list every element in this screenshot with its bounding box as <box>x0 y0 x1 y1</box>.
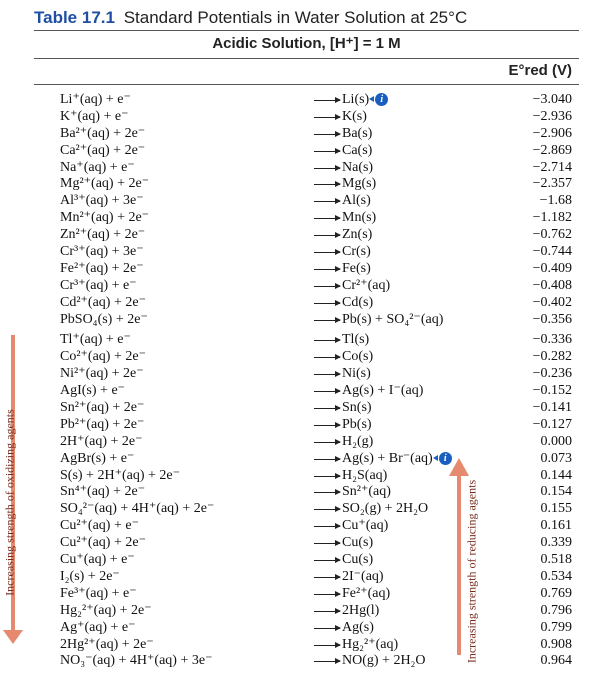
reduced-species-text: Ag(s) + Br⁻(aq) <box>342 450 433 466</box>
info-icon[interactable]: i <box>375 93 388 106</box>
reaction-arrow-icon <box>314 442 340 443</box>
reduced-species-text: 2I⁻(aq) <box>342 568 384 584</box>
potential-value: 0.534 <box>540 568 572 584</box>
reduced-species-text: Na(s) <box>342 159 374 175</box>
reduced-species <box>342 383 423 400</box>
reduced-species <box>342 653 426 670</box>
reaction-arrow-icon <box>314 594 340 595</box>
potential-value: −0.409 <box>532 260 572 276</box>
reaction-arrow-icon <box>314 303 340 304</box>
oxidized-species: S(s) + 2H⁺(aq) + 2e⁻ <box>60 467 180 483</box>
oxidized-species: Al³⁺(aq) + 3e⁻ <box>60 193 144 209</box>
reduced-species <box>342 109 367 126</box>
reaction-arrow-icon <box>314 645 340 646</box>
table-row <box>0 349 594 366</box>
reduced-species-text: H₂(g) <box>342 433 374 449</box>
table-row <box>0 332 594 349</box>
reaction-arrow-icon <box>314 374 340 375</box>
reduced-species-text: Sn²⁺(aq) <box>342 484 391 500</box>
potential-value: −0.127 <box>532 416 572 432</box>
oxidizing-strength-text: Increasing strength of oxidizing agents <box>2 409 17 596</box>
reaction-arrow-icon <box>314 100 340 101</box>
oxidized-species: Sn²⁺(aq) + 2e⁻ <box>60 400 145 416</box>
reduced-species <box>342 620 374 637</box>
oxidized-species: Mn²⁺(aq) + 2e⁻ <box>60 210 150 226</box>
reaction-arrow-icon <box>314 408 340 409</box>
potential-value: 0.154 <box>540 484 572 500</box>
potential-value: 0.161 <box>540 518 572 534</box>
header-rule <box>34 84 579 85</box>
table-row <box>0 653 594 670</box>
potential-value: 0.144 <box>540 467 572 483</box>
potential-value: 0.908 <box>540 636 572 652</box>
oxidized-species: Cr³⁺(aq) + e⁻ <box>60 277 137 293</box>
table-row <box>0 451 594 468</box>
reduced-species <box>342 518 388 535</box>
potential-value: −0.762 <box>532 227 572 243</box>
reaction-arrow-icon <box>314 134 340 135</box>
potential-value: −0.336 <box>532 332 572 348</box>
oxidized-species: Cu²⁺(aq) + e⁻ <box>60 518 139 534</box>
reaction-arrow-icon <box>314 492 340 493</box>
reduced-species-text: Fe(s) <box>342 260 371 276</box>
reduced-species <box>342 586 390 603</box>
reduced-species-text: Cr²⁺(aq) <box>342 277 391 293</box>
reduced-species-text: 2Hg(l) <box>342 602 380 618</box>
oxidized-species: Cu⁺(aq) + e⁻ <box>60 552 135 568</box>
oxidized-species: PbSO₄(s) + 2e⁻ <box>60 311 148 327</box>
potential-value: −0.408 <box>532 277 572 293</box>
oxidized-species: Li⁺(aq) + e⁻ <box>60 92 131 107</box>
oxidized-species: Ca²⁺(aq) + 2e⁻ <box>60 142 146 158</box>
table-row <box>0 383 594 400</box>
potential-value: −2.906 <box>532 125 572 141</box>
reaction-arrow-icon <box>314 628 340 629</box>
potential-value: 0.339 <box>540 535 572 551</box>
reducing-arrow-head-icon <box>449 458 469 476</box>
reduced-species <box>342 193 371 210</box>
potential-value: 0.518 <box>540 552 572 568</box>
reaction-arrow-icon <box>314 117 340 118</box>
potential-value: 0.796 <box>540 602 572 618</box>
table-row <box>0 603 594 620</box>
oxidizing-strength-label <box>2 345 18 665</box>
oxidized-species: 2Hg²⁺(aq) + 2e⁻ <box>60 636 154 652</box>
reduced-species-text: H₂S(aq) <box>342 467 388 483</box>
potential-value: −0.744 <box>532 244 572 260</box>
table-row <box>0 126 594 143</box>
reduced-species <box>342 501 428 518</box>
reduced-species <box>342 332 369 349</box>
reaction-arrow-icon <box>314 611 340 612</box>
reaction-arrow-icon <box>314 509 340 510</box>
reaction-arrow-icon <box>314 340 340 341</box>
reduced-species <box>342 143 372 160</box>
reduced-species <box>342 451 452 468</box>
reduced-species-text: K(s) <box>342 108 367 124</box>
reduced-species-text: Cu(s) <box>342 535 374 551</box>
reduced-species-text: Mg(s) <box>342 176 377 192</box>
oxidized-species: Cu²⁺(aq) + 2e⁻ <box>60 535 146 551</box>
reduced-species <box>342 349 373 366</box>
oxidized-species: Zn²⁺(aq) + 2e⁻ <box>60 227 146 243</box>
reaction-arrow-icon <box>314 560 340 561</box>
reaction-arrow-icon <box>314 184 340 185</box>
reduced-species-text: Ni(s) <box>342 366 371 382</box>
reduced-species-text: Cr(s) <box>342 244 371 260</box>
reducing-arrow-shaft <box>457 475 461 655</box>
reaction-arrow-icon <box>314 476 340 477</box>
reducing-strength-text: Increasing strength of reducing agents <box>464 479 479 664</box>
reduced-species-text: Li(s) <box>342 92 370 107</box>
oxidized-species: Tl⁺(aq) + e⁻ <box>60 332 131 348</box>
potential-value: 0.000 <box>540 433 572 449</box>
table-row <box>0 400 594 417</box>
table-row <box>0 569 594 586</box>
reaction-arrow-icon <box>314 357 340 358</box>
table-row <box>0 535 594 552</box>
reduced-species <box>342 552 373 569</box>
reduced-species-text: Zn(s) <box>342 227 373 243</box>
potential-value: −0.402 <box>532 294 572 310</box>
potential-value: −0.356 <box>532 311 572 327</box>
table-row <box>0 193 594 210</box>
oxidized-species: Co²⁺(aq) + 2e⁻ <box>60 349 146 365</box>
table-row <box>0 176 594 193</box>
potential-value: −3.040 <box>532 92 572 107</box>
oxidized-species: Fe²⁺(aq) + 2e⁻ <box>60 260 144 276</box>
potential-value: −2.869 <box>532 142 572 158</box>
potential-value: 0.155 <box>540 501 572 517</box>
table-row <box>0 109 594 126</box>
potential-value: −2.357 <box>532 176 572 192</box>
reduced-species <box>342 434 373 451</box>
oxidized-species: Hg₂²⁺(aq) + 2e⁻ <box>60 602 152 618</box>
table-row <box>0 434 594 451</box>
reaction-arrow-icon <box>314 459 340 460</box>
reduced-species-text: NO(g) + 2H₂O <box>342 653 426 669</box>
reaction-arrow-icon <box>314 577 340 578</box>
reduced-species-text: Ba(s) <box>342 125 373 141</box>
reaction-arrow-icon <box>314 391 340 392</box>
reduced-species <box>342 312 443 329</box>
potential-value: −2.936 <box>532 108 572 124</box>
reduced-species <box>342 261 371 278</box>
oxidized-species: AgI(s) + e⁻ <box>60 383 126 399</box>
table-row <box>0 160 594 177</box>
reduced-species <box>342 400 372 417</box>
potential-value: −0.236 <box>532 366 572 382</box>
reduced-species <box>342 603 379 620</box>
oxidized-species: Ag⁺(aq) + e⁻ <box>60 619 136 635</box>
reduced-species <box>342 244 371 261</box>
oxidized-species: Na⁺(aq) + e⁻ <box>60 159 135 175</box>
oxidized-species: 2H⁺(aq) + 2e⁻ <box>60 433 143 449</box>
reduced-species-text: Al(s) <box>342 193 371 209</box>
reduced-species-text: SO₂(g) + 2H₂O <box>342 501 429 517</box>
table-row <box>0 295 594 312</box>
oxidized-species: SO₄²⁻(aq) + 4H⁺(aq) + 2e⁻ <box>60 501 215 517</box>
reduced-species <box>342 160 373 177</box>
reduced-species-text: Mn(s) <box>342 210 377 226</box>
oxidized-species: Ba²⁺(aq) + 2e⁻ <box>60 125 146 141</box>
reaction-arrow-icon <box>314 543 340 544</box>
reduced-species <box>342 227 372 244</box>
info-icon[interactable]: i <box>439 452 452 465</box>
reduced-species <box>342 92 388 109</box>
reduced-species-text: Co(s) <box>342 349 374 365</box>
reduced-species-text: Sn(s) <box>342 400 372 416</box>
reduced-species-text: Tl(s) <box>342 332 370 348</box>
oxidized-species: Mg²⁺(aq) + 2e⁻ <box>60 176 150 192</box>
reduced-species-text: Cu⁺(aq) <box>342 518 389 534</box>
potential-value: −0.282 <box>532 349 572 365</box>
reaction-arrow-icon <box>314 526 340 527</box>
oxidized-species: Sn⁴⁺(aq) + 2e⁻ <box>60 484 146 500</box>
oxidized-species: I₂(s) + 2e⁻ <box>60 568 120 584</box>
potential-value: −1.182 <box>532 210 572 226</box>
reduced-species-text: Fe²⁺(aq) <box>342 585 391 601</box>
potential-value: 0.964 <box>540 653 572 669</box>
table-row <box>0 210 594 227</box>
table-row <box>0 261 594 278</box>
reduced-species-text: Ag(s) + I⁻(aq) <box>342 383 424 399</box>
table-subtitle: Acidic Solution, [H⁺] = 1 M <box>212 35 401 52</box>
reduced-species <box>342 278 390 295</box>
table-row <box>0 468 594 485</box>
potential-value: 0.073 <box>540 450 572 466</box>
table-row <box>0 417 594 434</box>
table-row <box>0 278 594 295</box>
reduced-species <box>342 535 373 552</box>
reduced-species <box>342 637 398 654</box>
oxidized-species: Cd²⁺(aq) + 2e⁻ <box>60 294 146 310</box>
table-row <box>0 366 594 383</box>
table-row <box>0 244 594 261</box>
potential-value: 0.799 <box>540 619 572 635</box>
reaction-arrow-icon <box>314 151 340 152</box>
reaction-arrow-icon <box>314 252 340 253</box>
reduced-species-text: Pb(s) <box>342 416 372 432</box>
potential-value: −1.68 <box>539 193 572 209</box>
reaction-arrow-icon <box>314 425 340 426</box>
table-row <box>0 227 594 244</box>
top-rule <box>34 30 579 31</box>
reduced-species <box>342 210 376 227</box>
oxidized-species: K⁺(aq) + e⁻ <box>60 108 129 124</box>
reduced-species-text: Pb(s) + SO₄²⁻(aq) <box>342 311 444 327</box>
table-row <box>0 501 594 518</box>
reduced-species-text: Hg₂²⁺(aq) <box>342 636 399 652</box>
reactions-table <box>0 92 594 670</box>
oxidized-species: Fe³⁺(aq) + e⁻ <box>60 585 137 601</box>
potential-value: −0.152 <box>532 383 572 399</box>
table-row <box>0 312 594 329</box>
oxidized-species: Ni²⁺(aq) + 2e⁻ <box>60 366 144 382</box>
table-title <box>34 8 579 28</box>
reduced-species-text: Cu(s) <box>342 552 374 568</box>
reduced-species <box>342 366 371 383</box>
table-title-text: Standard Potentials in Water Solution at 25°C <box>123 8 468 27</box>
oxidized-species: Cr³⁺(aq) + 3e⁻ <box>60 244 144 260</box>
oxidized-species: NO₃⁻(aq) + 4H⁺(aq) + 3e⁻ <box>60 653 213 669</box>
reaction-arrow-icon <box>314 218 340 219</box>
reducing-strength-label <box>465 476 481 666</box>
reaction-arrow-icon <box>314 286 340 287</box>
potential-value: 0.769 <box>540 585 572 601</box>
reaction-arrow-icon <box>314 661 340 662</box>
table-row <box>0 518 594 535</box>
reaction-arrow-icon <box>314 201 340 202</box>
table-row <box>0 484 594 501</box>
table-row <box>0 637 594 654</box>
reduced-species <box>342 295 373 312</box>
reduced-species-text: Cd(s) <box>342 294 374 310</box>
table-row <box>0 552 594 569</box>
reduced-species-text: Ag(s) <box>342 619 374 635</box>
reaction-arrow-icon <box>314 235 340 236</box>
reaction-arrow-icon <box>314 269 340 270</box>
table-row <box>0 143 594 160</box>
reduced-species <box>342 484 391 501</box>
reduced-species <box>342 569 384 586</box>
reaction-arrow-icon <box>314 168 340 169</box>
reduced-species <box>342 176 376 193</box>
potential-value: −0.141 <box>532 400 572 416</box>
table-row <box>0 92 594 109</box>
reaction-arrow-icon <box>314 320 340 321</box>
reduced-species <box>342 468 387 485</box>
table-number: Table 17.1 <box>34 8 115 27</box>
oxidized-species: AgBr(s) + e⁻ <box>60 450 135 466</box>
table-row <box>0 620 594 637</box>
table-row <box>0 586 594 603</box>
column-header-ered: E°red (V) <box>508 62 572 79</box>
reduced-species-text: Ca(s) <box>342 142 373 158</box>
subtitle-rule <box>34 58 579 59</box>
reduced-species <box>342 126 372 143</box>
reduced-species <box>342 417 372 434</box>
oxidized-species: Pb²⁺(aq) + 2e⁻ <box>60 416 145 432</box>
potential-value: −2.714 <box>532 159 572 175</box>
